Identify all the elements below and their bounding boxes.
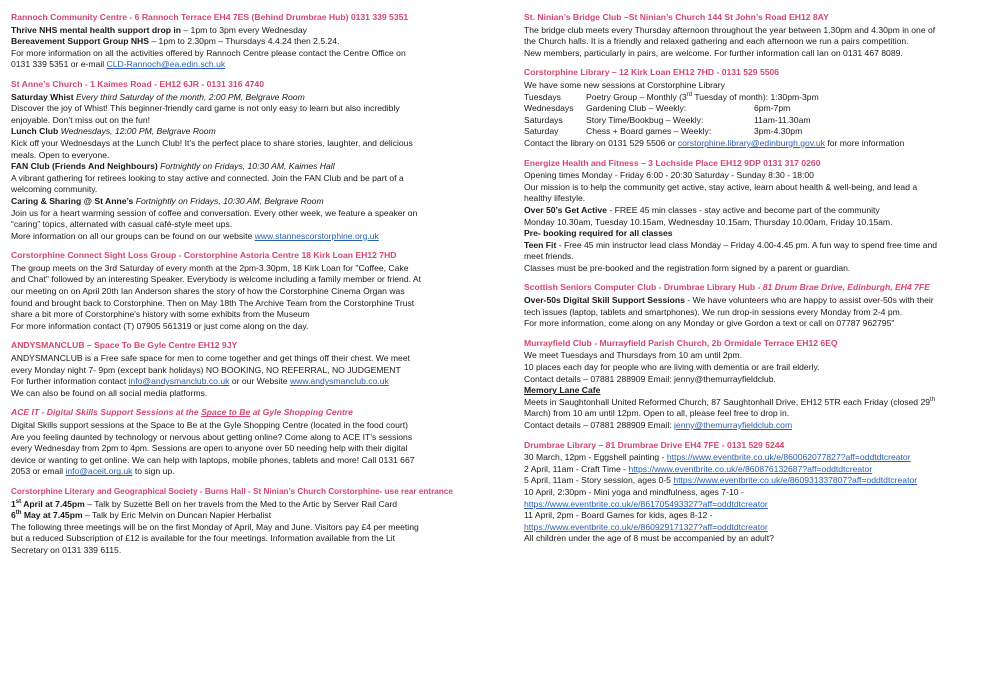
email-link[interactable]: jenny@themurrayfieldclub.com [674, 420, 793, 430]
schedule-time: 6pm-7pm [754, 103, 791, 114]
right-column [524, 12, 982, 553]
schedule-activity: Poetry Group – Monthly (3rd Tuesday of month): 1:30pm-3pm [586, 91, 819, 102]
text-line: Our mission is to help the community get active, stay active, learn about health & well-being, and lead a [524, 181, 918, 192]
section-rannoch [11, 12, 505, 71]
item-text: For further information contact [11, 376, 129, 387]
section-heading: Murrayfield Club - Murrayfield Parish Church, 2b Ormidale Terrace EH12 6EQ [524, 337, 838, 348]
text-line: Opening times Monday - Friday 6:00 - 20:30 Saturday - Sunday 8:30 - 18:00 [524, 170, 814, 181]
section-murrayfield [524, 338, 982, 432]
text-line [11, 466, 505, 478]
event-line [524, 452, 982, 464]
text-line [11, 126, 505, 138]
text-line: found and brought back to Corstorphine. Then on May 18th The Archive Team from the Corstorphine Trust [11, 297, 415, 308]
text-line: every Wednesday from 2pm to 4pm. Sessions are open to anyone over 50 needing help with their digital [11, 443, 408, 454]
website-link[interactable]: www.stannescorstorphine.org.uk [254, 230, 379, 241]
item-text: - Free 45 min instructor lead class Monday – Friday 4.00-4.45 pm. A fun way to spend free time and [556, 239, 938, 250]
event-line: 11 April, 2pm - Board Games for kids, ages 8-12 - [524, 510, 713, 521]
item-text: – 1pm to 2.30pm – Thursdays 4.4.24 then 2.5.24. [149, 36, 340, 47]
item-text: Meets in Saughtonhall United Reformed Church, 87 Saughtonhall Drive, EH12 5TR each Friday (closed 29 [524, 396, 931, 407]
item-date: 6 [11, 510, 16, 521]
schedule-activity: Chess + Board games – Weekly: [586, 126, 712, 137]
event-text: 30 March, 12pm - Eggshell painting - [524, 452, 667, 463]
text-line: A vibrant gathering for retirees looking to stay active and connected. Join the FAN Club and be part of a [11, 172, 404, 183]
text-line: share a bit more of Corstorphine's history with some exhibits from the Museum [11, 309, 310, 320]
section-heading: Rannoch Community Centre - 6 Rannoch Terrace EH4 7ES (Behind Drumbrae Hub) 0131 339 5351 [11, 12, 409, 22]
text-line [524, 420, 982, 432]
schedule-day: Tuesdays [524, 91, 561, 102]
text-line: every Monday night 7- 9pm (except bank holidays) NO BOOKING, NO REFERRAL, NO JUDGEMENT [11, 364, 401, 375]
text-line: The group meets on the 3rd Saturday of every month at the 2pm-3.30pm, 18 Kirk Loan for "Coffee, Cake [11, 262, 409, 273]
schedule-day: Saturday [524, 126, 559, 137]
left-column [11, 12, 505, 565]
schedule-time: 11am-11.30am [754, 114, 811, 125]
ordinal: st [15, 498, 22, 505]
section-heading: Corstorphine Library – 12 Kirk Loan EH12 7HD - 0131 529 5506 [524, 67, 780, 78]
text-line: Join us for a heart warming session of coffee and conversation. Every other week, we feature a speaker on [11, 207, 418, 218]
section-heading: ANDYSMANCLUB – Space To Be Gyle Centre EH12 9JY [11, 340, 238, 351]
text-line: “caring” topics, alternated with casual café-style meet ups. [11, 219, 233, 230]
ordinal: th [930, 396, 936, 403]
item-date: 1 [11, 498, 16, 509]
schedule-activity: Gardening Club – Weekly: [586, 103, 687, 114]
text-line: 10 places each day for people who are living with dementia or are frail elderly. [524, 362, 820, 373]
event-line [524, 475, 982, 487]
heading-part: 81 Drum Brae Drive, Edinburgh, EH4 7FE [762, 282, 930, 293]
section-andysmanclub [11, 340, 505, 399]
text-line [11, 92, 505, 104]
text-line: For more information contact (T) 07905 561319 or just come along on the day. [11, 320, 309, 331]
section-heading: Energize Health and Fitness – 3 Lochside Place EH12 9DP 0131 317 0260 [524, 157, 821, 168]
text-line [11, 510, 505, 522]
item-title: Caring & Sharing @ St Anne’s [11, 195, 134, 206]
text-line: the Church halls. It is a friendly and relaxed gathering and each afternoon we run a pairs competition. [524, 36, 909, 47]
text-line: New members, particularly in pairs, are welcome. For further information call Ian on 0131 467 8089. [524, 47, 903, 58]
heading-part: Scottish Seniors Computer Club - Drumbrae Library Hub - [524, 282, 763, 293]
section-st-annes [11, 79, 505, 242]
text-line: our meeting on on April 20th Ian Anderson shares the story of how the Corstorphine Cinema Organ was [11, 286, 405, 297]
event-line [524, 464, 982, 476]
item-title: FAN Club (Friends And Neighbours) [11, 161, 158, 172]
section-heading: St Anne’s Church - 1 Kaimes Road - EH12 6JR - 0131 316 4740 [11, 78, 264, 89]
event-link[interactable]: https://www.eventbrite.co.uk/e/861705493327?aff=oddtdtcreator [524, 498, 768, 509]
section-heading [11, 407, 505, 419]
item-date: April at 7.45pm [21, 498, 85, 509]
text-line [11, 376, 505, 388]
item-text: Contact the library on 0131 529 5506 or [524, 137, 678, 148]
item-text: - We have volunteers who are happy to assist over-50s with their [684, 295, 934, 306]
event-text: 2 April, 11am - Craft Time - [524, 463, 629, 474]
text-line: healthy lifestyle. [524, 193, 586, 204]
text-line: and Chat" followed by an interesting Speaker. Everybody is welcome including a family member or friend. At [11, 274, 422, 285]
item-title: Over-50s Digital Skill Support Sessions [524, 295, 685, 306]
website-link[interactable]: www.andysmanclub.co.uk [289, 376, 389, 387]
item-title: Teen Fit [524, 239, 557, 250]
email-link[interactable]: corstorphine.library@edinburgh.gov.uk [677, 137, 825, 148]
section-drumbrae-library [524, 440, 982, 545]
schedule-day: Wednesdays [524, 103, 574, 114]
email-link[interactable]: info@aceit.org.uk [65, 466, 133, 477]
text-line: meet friends. [524, 251, 574, 262]
text-line: Secretary on 0131 339 6115. [11, 544, 122, 555]
section-sight-loss [11, 250, 505, 332]
text-line: The following three meetings will be on the first Monday of April, May and June. Visitors pay £4 per meeting [11, 521, 419, 532]
text-line [11, 36, 505, 48]
text-line: The bridge club meets every Thursday afternoon throughout the year between 1.30pm and 4.30pm in one of [524, 24, 936, 35]
text-line: All children under the age of 8 must be accompanied by an adult? [524, 533, 774, 544]
subheading: Memory Lane Cafe [524, 385, 601, 396]
text-line [524, 205, 982, 217]
item-text: 0131 339 5351 or e-mail [11, 59, 107, 70]
text-line: Monday 10.30am, Tuesday 10.15am, Wednesday 10.15am, Thursday 10.00am, Friday 10.15am. [524, 216, 893, 227]
item-title: Bereavement Support Group NHS [11, 36, 149, 47]
text-line: Kick off your Wednesdays at the Lunch Club! It’s the perfect place to share stories, laughter, and delicious [11, 137, 413, 148]
text-line [11, 59, 505, 71]
email-link[interactable]: CLD-Rannoch@ea.edin.sch.uk [106, 59, 226, 70]
event-link[interactable]: https://www.eventbrite.co.uk/e/860931337807?aff=oddtdtcreator [673, 475, 918, 486]
section-heading [524, 282, 982, 294]
text-line [524, 240, 982, 252]
item-text: for more information [824, 137, 905, 148]
text-line: meals. Open to everyone. [11, 149, 110, 160]
event-line [524, 499, 982, 511]
text-line [11, 499, 505, 511]
section-literary-society [11, 486, 505, 557]
item-schedule: Wednesdays, 12:00 PM, Belgrave Room [58, 126, 216, 137]
section-heading: Drumbrae Library – 81 Drumbrae Drive EH4 7FE - 0131 529 5244 [524, 439, 785, 450]
library-schedule [524, 92, 982, 138]
event-link[interactable]: https://www.eventbrite.co.uk/e/860062077827?aff=oddtdtcreator [666, 452, 911, 463]
heading-part: at Gyle Shopping Centre [250, 407, 353, 418]
section-heading: Corstorphine Connect Sight Loss Group - Corstorphine Astoria Centre 18 Kirk Loan EH12 7HD [11, 250, 397, 261]
schedule-day: Saturdays [524, 114, 563, 125]
text-line: enjoyable. Don’t miss out on the fun! [11, 114, 151, 125]
text-line: We have some new sessions at Corstorphine Library [524, 79, 725, 90]
text-line: Are you feeling daunted by technology or nervous about getting online? Come along to ACE IT’s sessions [11, 431, 413, 442]
item-schedule: Fortnightly on Fridays, 10:30 AM, Kaimes Hall [157, 161, 335, 172]
item-text: 2053 or email [11, 466, 66, 477]
text-line: device or wanting to get online. We can help with laptops, mobile phones, tablets and more! Call 0131 667 [11, 454, 415, 465]
text-line [524, 228, 982, 240]
section-computer-club [524, 282, 982, 329]
text-line [524, 295, 982, 307]
text-line: Discover the joy of Whist! This beginner-friendly card game is not only easy to learn but also incredibly [11, 103, 400, 114]
section-heading: Corstorphine Literary and Geographical Society - Burns Hall - St Ninian’s Church Corstorphine- use rear entrance [11, 486, 453, 496]
event-line: 10 April, 2:30pm - Mini yoga and mindfulness, ages 7-10 - [524, 486, 744, 497]
section-corstorphine-library [524, 67, 982, 149]
item-title: Lunch Club [11, 126, 59, 137]
text-line: welcoming community. [11, 184, 98, 195]
text-line: We meet Tuesdays and Thursdays from 10 am until 2pm. [524, 350, 742, 361]
event-link[interactable]: https://www.eventbrite.co.uk/e/860876132687?aff=oddtdtcreator [628, 463, 873, 474]
item-schedule: Fortnightly on Fridays, 10:30 AM, Belgrave Room [133, 195, 324, 206]
item-schedule: Every third Saturday of the month, 2:00 PM, Belgrave Room [73, 91, 305, 102]
heading-part: ACE IT - Digital Skills Support Sessions at the [11, 407, 202, 418]
item-text: or our Website [229, 376, 290, 387]
text-line: We can also be found on all social media platforms. [11, 387, 208, 398]
section-heading: St. Ninian’s Bridge Club –St Ninian’s Church 144 St John’s Road EH12 8AY [524, 12, 829, 22]
text-line: Contact details – 07881 288909 Email: jenny@themurrayfieldclub. [524, 373, 776, 384]
event-link[interactable]: https://www.eventbrite.co.uk/e/860929171327?aff=oddtdtcreator [524, 521, 768, 532]
item-title: Pre- booking required for all classes [524, 228, 673, 239]
item-title: Saturday Whist [11, 91, 74, 102]
text-line [524, 138, 982, 150]
ordinal: th [15, 510, 22, 517]
item-text: - FREE 45 min classes - stay active and become part of the community [606, 204, 880, 215]
text-line [11, 231, 505, 243]
text-line [11, 25, 505, 37]
text-line: ANDYSMANCLUB is a Free safe space for men to come together and get things off their chest. We meet [11, 353, 411, 364]
item-text: – Talk by Suzette Bell on her travels from the Med to the Artic by Server Rail Card [84, 498, 398, 509]
text-line: Digital Skills support sessions at the Space to Be at the Gyle Shopping Centre (located in the food court) [11, 420, 408, 430]
text-line: March) from 10 am until 12pm. Open to all, please feel free to drop in. [524, 408, 790, 419]
text-line [524, 397, 982, 409]
text-line: Classes must be pre-booked and the registration form signed by a parent or guardian. [524, 262, 851, 273]
item-title: Over 50’s Get Active [524, 204, 607, 215]
text-line: tech issues (laptop, tablets and smartphones). We run drop-in sessions every Monday from 2-4 pm. [524, 306, 903, 317]
text-line [11, 161, 505, 173]
schedule-time: 3pm-4.30pm [754, 126, 803, 137]
text-line: For more information on all the activities offered by Rannoch Centre please contact the Centre Office on [11, 47, 406, 58]
heading-part: Space to Be [201, 407, 251, 418]
text-line: For more information, come along on any Monday or give Gordon a text or call on 07787 962795" [524, 318, 895, 329]
item-text: More information on all our groups can be found on our website [11, 230, 255, 241]
item-title: Thrive NHS mental health support drop in [11, 24, 181, 35]
text-line: but a reduced Subscription of £12 is available for the four meetings. Information available from the Lit [11, 533, 396, 544]
section-bridge-club [524, 12, 982, 59]
section-energize [524, 158, 982, 275]
item-text: – Talk by Eric Melvin on Duncan Napier Herbalist [82, 510, 272, 521]
text-line [11, 196, 505, 208]
email-link[interactable]: info@andysmanclub.co.uk [128, 376, 230, 387]
schedule-activity: Story Time/Bookbug – Weekly: [586, 114, 704, 125]
item-text: – 1pm to 3pm every Wednesday [180, 24, 307, 35]
item-text: to sign up. [132, 466, 175, 477]
item-date: May at 7.45pm [21, 510, 83, 521]
section-ace-it [11, 407, 505, 478]
event-line [524, 522, 982, 534]
item-text: Contact details – 07881 288909 Email: [524, 420, 675, 430]
event-text: 5 April, 11am - Story session, ages 0-5 [524, 475, 674, 486]
